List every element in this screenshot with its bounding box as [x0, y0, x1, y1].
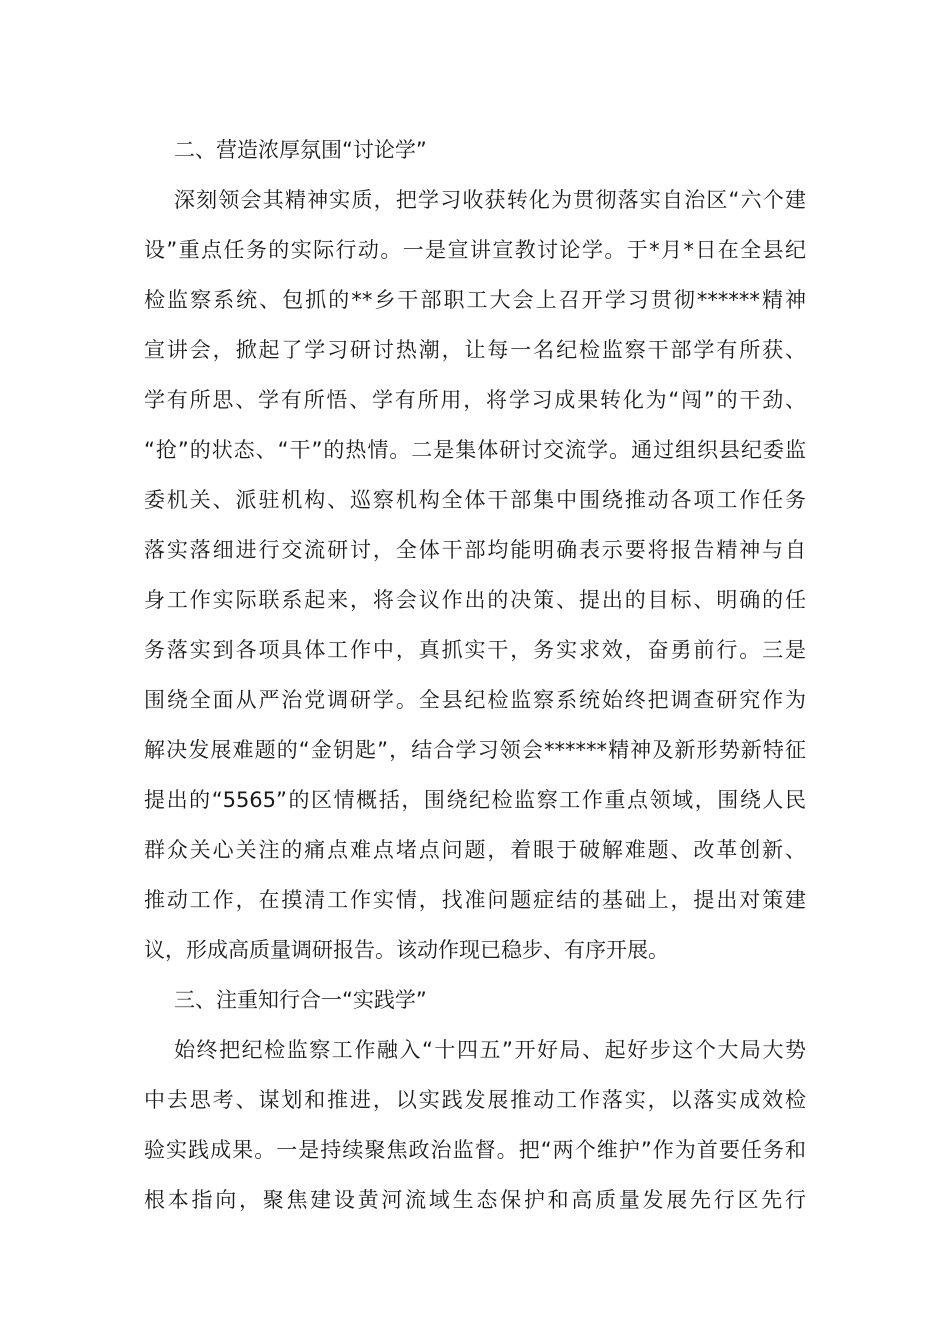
paragraph-line: 务落实到各项具体工作中，真抓实干，务实求效，奋勇前行。三是	[144, 638, 806, 662]
paragraph-line: “抢”的状态、“干”的热情。二是集体研讨交流学。通过组织县纪委监	[144, 438, 806, 462]
paragraph-line: 委机关、派驻机构、巡察机构全体干部集中围绕推动各项工作任务	[144, 488, 806, 512]
paragraph-line: 议，形成高质量调研报告。该动作现已稳步、有序开展。	[144, 938, 669, 962]
paragraph-line: 始终把纪检监察工作融入“十四五”开好局、起好步这个大局大势	[174, 1038, 806, 1062]
section-heading-3: 三、注重知行合一“实践学”	[174, 988, 427, 1012]
paragraph-line: 验实践成果。一是持续聚焦政治监督。把“两个维护”作为首要任务和	[144, 1138, 806, 1162]
paragraph-line: 解决发展难题的“金钥匙”，结合学习领会******精神及新形势新特征	[144, 738, 806, 762]
paragraph-line: 学有所思、学有所悟、学有所用，将学习成果转化为“闯”的干劲、	[144, 388, 806, 412]
paragraph-line: 提出的“5565”的区情概括，围绕纪检监察工作重点领域，围绕人民	[144, 788, 806, 812]
paragraph-line: 深刻领会其精神实质，把学习收获转化为贯彻落实自治区“六个建	[174, 188, 806, 212]
paragraph-line: 设”重点任务的实际行动。一是宣讲宣教讨论学。于*月*日在全县纪	[144, 238, 806, 262]
document-body	[144, 125, 806, 1225]
paragraph-line: 落实落细进行交流研讨，全体干部均能明确表示要将报告精神与自	[144, 538, 806, 562]
paragraph-2	[144, 175, 806, 975]
paragraph-line: 中去思考、谋划和推进，以实践发展推动工作落实，以落实成效检	[144, 1088, 806, 1112]
paragraph-line: 围绕全面从严治党调研学。全县纪检监察系统始终把调查研究作为	[144, 688, 806, 712]
section-heading-2: 二、营造浓厚氛围“讨论学”	[174, 138, 427, 162]
paragraph-line: 身工作实际联系起来，将会议作出的决策、提出的目标、明确的任	[144, 588, 806, 612]
paragraph-line: 根本指向，聚焦建设黄河流域生态保护和高质量发展先行区先行	[144, 1188, 806, 1212]
paragraph-line: 群众关心关注的痛点难点堵点问题，着眼于破解难题、改革创新、	[144, 838, 806, 862]
paragraph-line: 检监察系统、包抓的**乡干部职工大会上召开学习贯彻******精神	[144, 288, 806, 312]
paragraph-line: 宣讲会，掀起了学习研讨热潮，让每一名纪检监察干部学有所获、	[144, 338, 806, 362]
paragraph-3	[144, 1025, 806, 1225]
paragraph-line: 推动工作，在摸清工作实情，找准问题症结的基础上，提出对策建	[144, 888, 806, 912]
